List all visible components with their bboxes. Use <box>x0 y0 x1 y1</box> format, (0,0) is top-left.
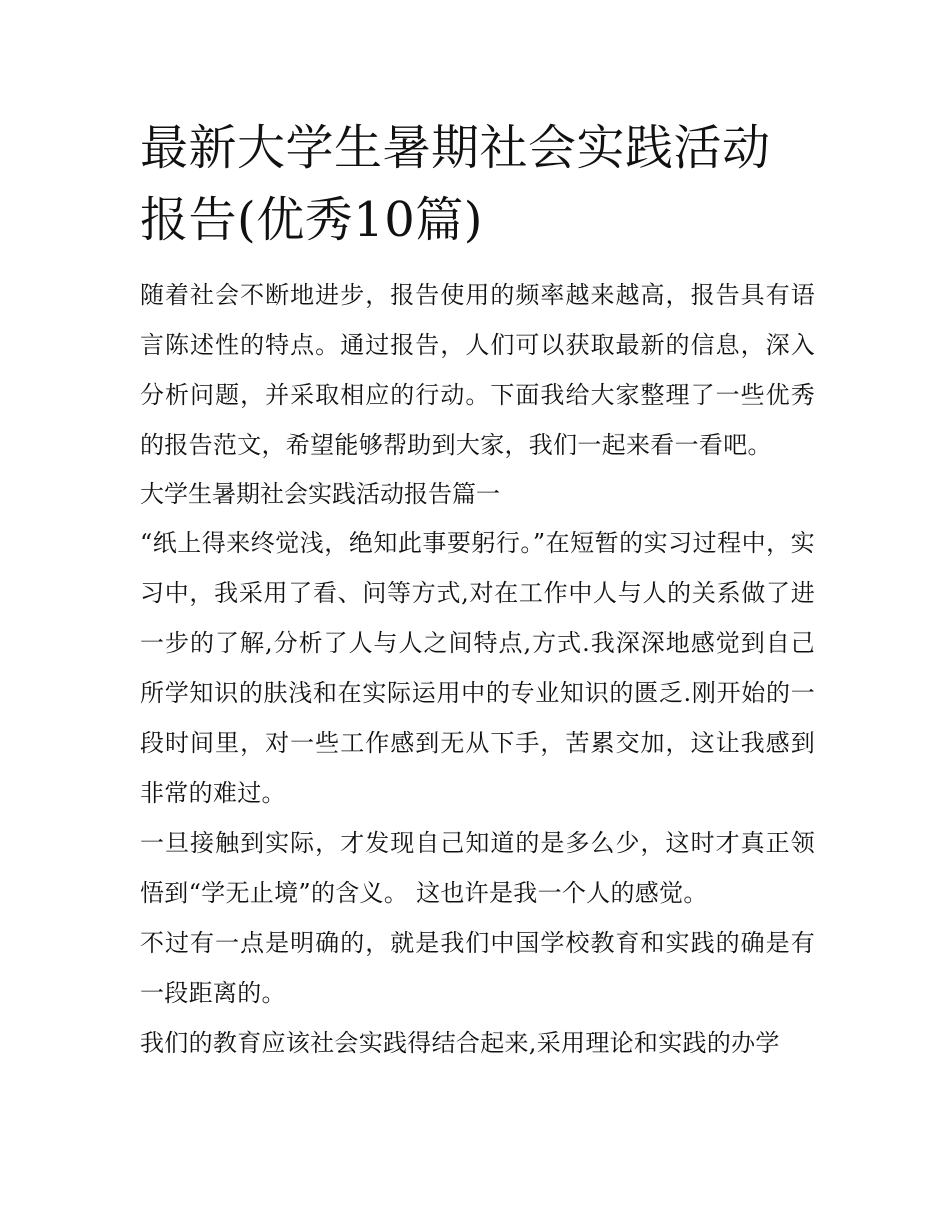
document-title: 最新大学生暑期社会实践活动报告(优秀10篇) <box>140 120 771 248</box>
body-paragraph-4: 我们的教育应该社会实践得结合起来,采用理论和实践的办学 <box>140 1029 780 1057</box>
section-heading: 大学生暑期社会实践活动报告篇一 <box>140 480 500 508</box>
intro-paragraph: 随着社会不断地进步，报告使用的频率越来越高，报告具有语言陈述性的特点。通过报告，人们可以获取最新的信息，深入分析问题，并采取相应的行动。下面我给大家整理了一些优秀的报告范文，希望能够帮助到大家，我们一起来看一看吧。 <box>140 281 815 459</box>
document-body <box>140 270 815 1068</box>
body-paragraph-2: 一旦接触到实际，才发现自己知道的是多么少，这时才真正领悟到“学无止境”的含义。 这也许是我一个人的感觉。 <box>140 829 815 907</box>
document-content <box>140 112 815 1068</box>
body-paragraph-3: 不过有一点是明确的，就是我们中国学校教育和实践的确是有一段距离的。 <box>140 929 815 1007</box>
body-paragraph-1: “纸上得来终觉浅，绝知此事要躬行。”在短暂的实习过程中，实习中，我采用了看、问等方式,对在工作中人与人的关系做了进一步的了解,分析了人与人之间特点,方式.我深深地感觉到自己所学知识的肤浅和在实际运用中的专业知识的匮乏.刚开始的一段时间里，对一些工作感到无从下手，苦累交加，这让我感到非常的难过。 <box>140 529 815 807</box>
